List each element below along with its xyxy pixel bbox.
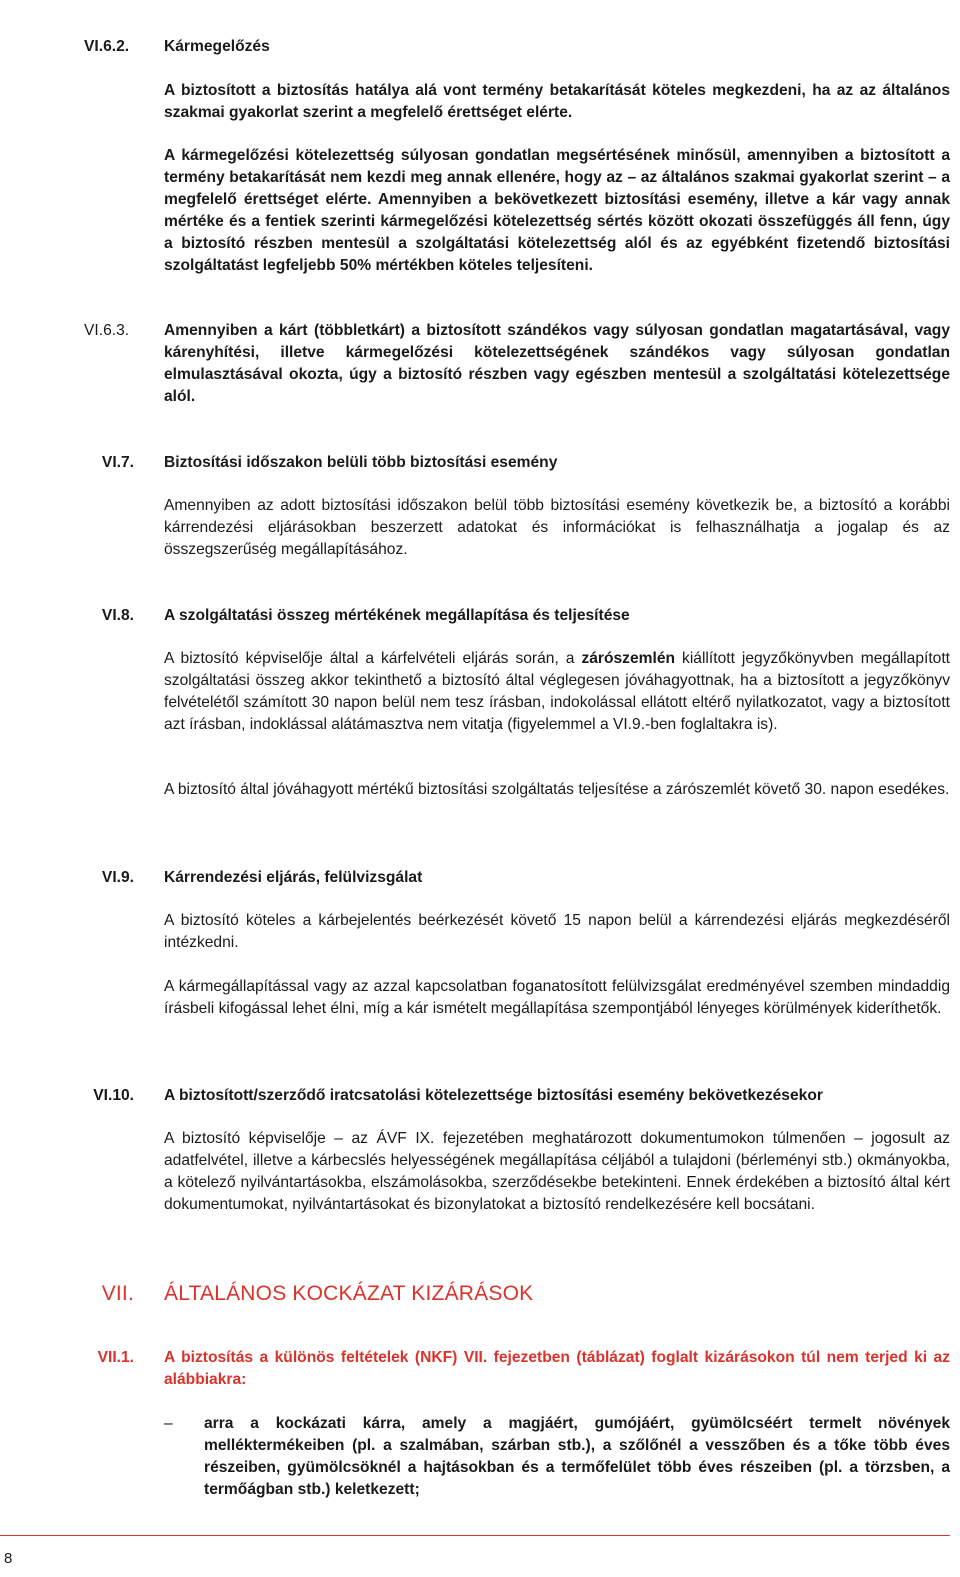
paragraph: A biztosító köteles a kárbejelentés beérkezését követő 15 napon belül a kárrendezési eljárás megkezdéséről intézkedni. [164, 912, 950, 951]
paragraph: A biztosító képviselője – az ÁVF IX. fejezetében meghatározott dokumentumokon túlmenően – jogosult az adatfelvétel, illetve a kárbecslés helyességének megállapítása céljából a tulajdoni (bérleményi stb.) okmányokba, a kötelező nyilvántartásokba, elszámolásokba, szerződésekbe betekinteni. Ennek érdekében a biztosító által kért dokumentumokat, nyilvántartásokat és bizonylatokat a biztosító rendelkezésére kell bocsátani. [164, 1130, 950, 1213]
section-title: A biztosítás a különös feltételek (NKF) VII. fejezetben (táblázat) foglalt kizárásokon túl nem terjed ki az alábbiakra: [164, 1349, 950, 1388]
section-number: VII.1. [97, 1349, 134, 1366]
paragraph: A biztosított a biztosítás hatálya alá vont termény betakarítását köteles megkezdeni, ha az az általános szakmai gyakorlat szerint a megfelelő érettséget elérte. [164, 82, 950, 121]
paragraph [164, 648, 950, 736]
dash-bullet: – [164, 1415, 173, 1432]
page-number: 8 [4, 1550, 13, 1567]
section-title: Biztosítási időszakon belüli több biztosítási esemény [164, 454, 558, 471]
section-title: A biztosított/szerződő iratcsatolási kötelezettsége biztosítási esemény bekövetkezésekor [164, 1087, 823, 1104]
paragraph: A biztosító által jóváhagyott mértékű biztosítási szolgáltatás teljesítése a zárószemlét követő 30. napon esedékes. [164, 781, 950, 798]
section-title: Kárrendezési eljárás, felülvizsgálat [164, 869, 423, 886]
list-item [164, 1413, 950, 1501]
paragraph: A kármegelőzési kötelezettség súlyosan gondatlan megsértésének minősül, amennyiben a biztosított a termény betakarítását nem kezdi meg annak ellenére, hogy az – az általános szakmai gyakorlat szerint – a megfelelő érettséget elérte. Amennyiben a bekövetkezett biztosítási esemény, illetve a kár vagy annak mértéke és a fentiek szerinti kármegelőzési kötelezettség sértés között okozati összefüggés áll fenn, úgy a biztosító részben mentesül a szolgáltatási kötelezettség alól és az egyébként fizetendő biztosítási szolgáltatást legfeljebb 50% mértékben köteles teljesíteni. [164, 147, 950, 274]
section-number: VI.8. [101, 607, 134, 624]
section-number: VI.10. [93, 1087, 134, 1104]
paragraph-text: A biztosító képviselője által a kárfelvételi eljárás során, a [164, 650, 582, 667]
footer-rule [0, 1535, 950, 1536]
section-title: Kármegelőzés [164, 38, 270, 55]
section-number: VI.6.2. [84, 38, 130, 55]
paragraph: A kármegállapítással vagy az azzal kapcsolatban foganatosított felülvizsgálat eredményével szemben mindaddig írásbeli kifogással lehet élni, míg a kár ismételt megállapítása szempontjából lényeges körülmények kideríthetők. [164, 978, 950, 1017]
paragraph: Amennyiben az adott biztosítási időszakon belül több biztosítási esemény következik be, a biztosító a korábbi kárrendezési eljárásokban beszerzett adatokat és információkat is felhasználhatja a jogalap és az összegszerűség megállapításához. [164, 497, 950, 558]
paragraph: Amennyiben a kárt (többletkárt) a biztosított szándékos vagy súlyosan gondatlan magatartásával, vagy kárenyhítési, illetve kármegelőzési kötelezettségének szándékos vagy súlyosan gondatlan elmulasztásával okozta, úgy a biztosító részben vagy egészben mentesül a szolgáltatási kötelezettsége alól. [164, 322, 950, 405]
list-item-text: arra a kockázati kárra, amely a magjáért, gumójáért, gyümölcséért termelt növények melléktermékeiben (pl. a szalmában, szárban stb.), a szőlőnél a vesszőben és a tőke több éves részeiben, gyümölcsöknél a hajtásokban és a termőfelület több éves részeiben (pl. a törzsben, a termőágban stb.) keletkezett; [204, 1415, 950, 1498]
section-number: VI.6.3. [84, 322, 130, 339]
section-number: VI.7. [101, 454, 134, 471]
chapter-number: VII. [101, 1282, 134, 1305]
emphasis-text: zárószemlén [581, 650, 676, 667]
section-number: VI.9. [101, 869, 134, 886]
section-title: A szolgáltatási összeg mértékének megállapítása és teljesítése [164, 607, 630, 624]
paragraph-text: kiállított jegyzőkönyvben megállapított szolgáltatási összeg akkor tekinthető a biztosító által véglegesen jóváhagyottnak, ha a biztosított a jegyzőkönyv felvételétől számított 30 napon belül nem tesz írásban, indokolással ellátott eltérő nyilatkozatot, vagy a biztosított azt írásban, indoklással alátámasztva nem vitatja (figyelemmel a VI.9.-ben foglaltakra is). [164, 650, 950, 733]
chapter-title: ÁLTALÁNOS KOCKÁZAT KIZÁRÁSOK [164, 1282, 534, 1305]
